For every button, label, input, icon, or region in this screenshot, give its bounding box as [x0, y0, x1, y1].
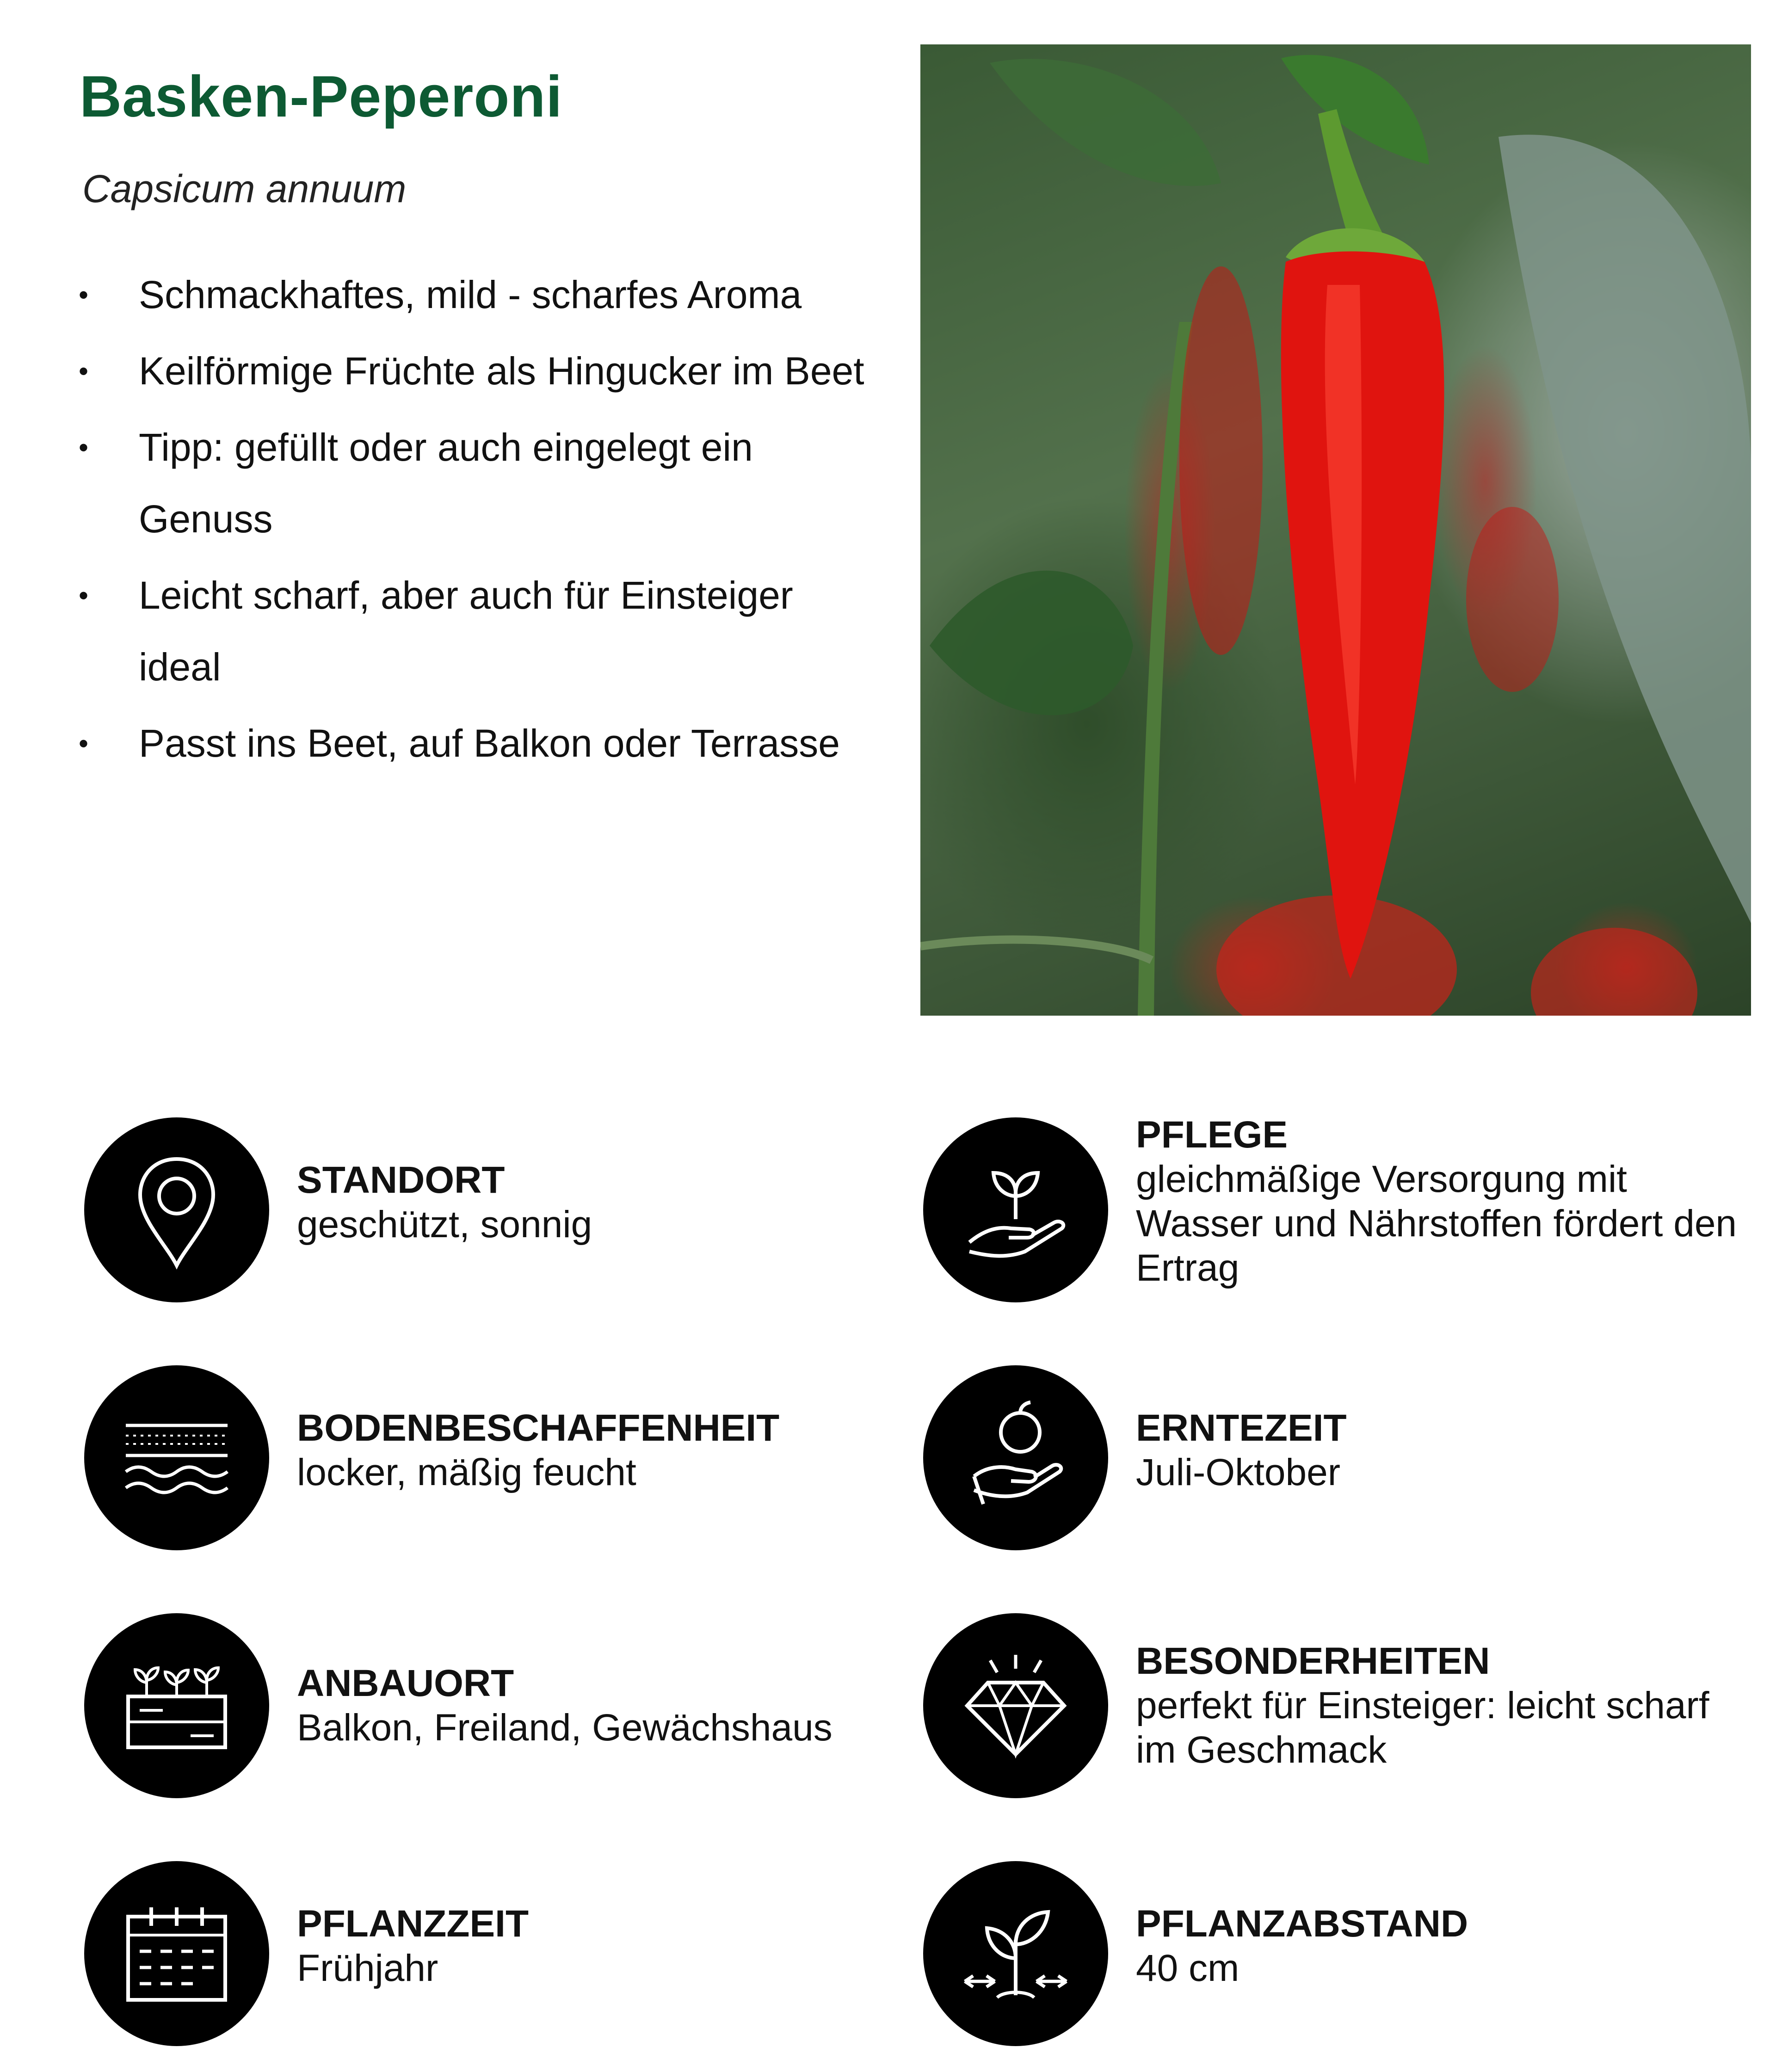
bullet-item: • Leicht scharf, aber auch für Einsteiger ideal — [74, 560, 883, 703]
icon-badge — [84, 1861, 269, 2046]
icon-badge — [84, 1613, 269, 1798]
feature-label: ANBAUORT — [297, 1662, 514, 1704]
planter-box-icon — [112, 1641, 241, 1770]
feature-value: Frühjahr — [297, 1947, 438, 1989]
feature-value: locker, mäßig feucht — [297, 1451, 636, 1493]
product-photo — [920, 44, 1751, 1016]
icon-badge — [923, 1117, 1108, 1302]
feature-value: Balkon, Freiland, Gewächshaus — [297, 1707, 832, 1749]
feature-pflanzabstand — [923, 1861, 1756, 2055]
hand-fruit-icon — [951, 1393, 1080, 1523]
icon-badge — [923, 1365, 1108, 1550]
calendar-icon — [112, 1889, 241, 2018]
feature-pflege — [923, 1114, 1756, 1312]
bullet-item: • Schmackhaftes, mild - scharfes Aroma — [74, 259, 883, 331]
feature-label: PFLANZABSTAND — [1136, 1903, 1468, 1945]
feature-value: geschützt, sonnig — [297, 1203, 592, 1246]
page-title: Basken-Peperoni — [80, 64, 563, 129]
feature-standort — [84, 1117, 917, 1312]
feature-label: STANDORT — [297, 1159, 505, 1201]
feature-label: PFLEGE — [1136, 1114, 1288, 1156]
feature-erntezeit — [923, 1365, 1756, 1560]
bullet-item: • Keilförmige Früchte als Hingucker im Beet — [74, 335, 883, 407]
feature-label: ERNTEZEIT — [1136, 1407, 1347, 1449]
feature-bullet-list — [74, 259, 883, 779]
diamond-icon — [951, 1641, 1080, 1770]
feature-value: gleichmäßige Versorgung mit Wasser und Nährstoffen fördert den Ertrag — [1136, 1158, 1737, 1289]
bullet-item: • Passt ins Beet, auf Balkon oder Terrasse — [74, 708, 883, 779]
icon-badge — [84, 1365, 269, 1550]
icon-badge — [923, 1861, 1108, 2046]
feature-pflanzzeit — [84, 1861, 917, 2055]
feature-label: BODENBESCHAFFENHEIT — [297, 1407, 780, 1449]
feature-anbauort — [84, 1613, 917, 1807]
bullet-item: • Tipp: gefüllt oder auch eingelegt ein Genuss — [74, 412, 883, 555]
feature-label: PFLANZZEIT — [297, 1903, 529, 1945]
soil-layers-icon — [112, 1393, 241, 1523]
feature-boden — [84, 1365, 917, 1560]
icon-badge — [84, 1117, 269, 1302]
feature-value: 40 cm — [1136, 1947, 1240, 1989]
icon-badge — [923, 1613, 1108, 1798]
latin-name: Capsicum annuum — [82, 167, 407, 210]
feature-label: BESONDERHEITEN — [1136, 1640, 1490, 1682]
hand-seedling-icon — [951, 1145, 1080, 1275]
plant-spacing-icon — [951, 1889, 1080, 2018]
feature-besonderheiten — [923, 1613, 1756, 1807]
feature-value: Juli-Oktober — [1136, 1451, 1341, 1493]
feature-value: perfekt für Einsteiger: leicht scharf im Geschmack — [1136, 1684, 1709, 1771]
location-pin-icon — [112, 1145, 241, 1275]
